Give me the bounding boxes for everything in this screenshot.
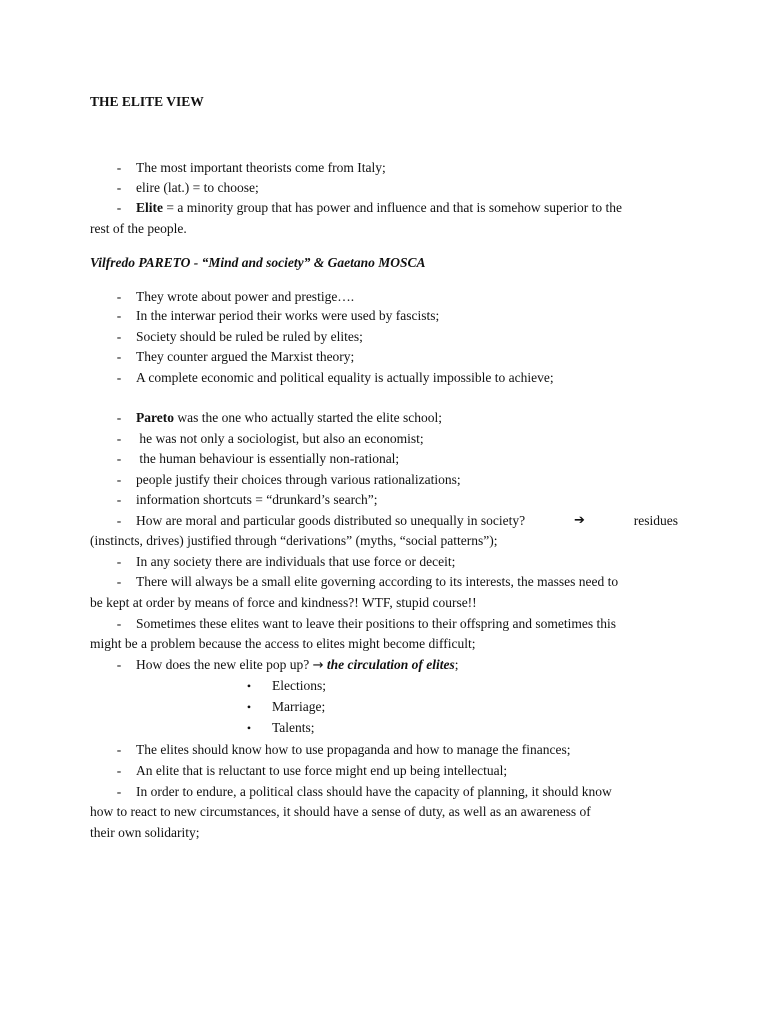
arrow-right-icon: ➔ bbox=[574, 513, 585, 528]
term-pareto: Pareto bbox=[136, 410, 174, 425]
list-item-continuation: their own solidarity; bbox=[90, 825, 200, 840]
dash-marker: - bbox=[116, 451, 122, 466]
list-item-continuation: be kept at order by means of force and kindness?! WTF, stupid course!! bbox=[90, 595, 477, 610]
list-item-text bbox=[136, 408, 442, 428]
sub-list-item-text: Talents; bbox=[272, 720, 315, 735]
list-item-text: The elites should know how to use propaganda and how to manage the finances; bbox=[136, 742, 571, 757]
question-text: How does the new elite pop up? bbox=[136, 657, 310, 672]
list-item-text: the human behaviour is essentially non-rational; bbox=[136, 451, 400, 466]
definition-text: = a minority group that has power and influence and that is somehow superior to the bbox=[163, 200, 623, 215]
dash-marker: - bbox=[116, 329, 122, 344]
bullet-marker: • bbox=[246, 721, 252, 735]
list-item-text: people justify their choices through various rationalizations; bbox=[136, 472, 461, 487]
list-item-text: They wrote about power and prestige…. bbox=[136, 289, 355, 304]
list-item-text bbox=[136, 511, 678, 531]
list-item-text: They counter argued the Marxist theory; bbox=[136, 349, 355, 364]
list-item-continuation: how to react to new circumstances, it should have a sense of duty, as well as an awareness of bbox=[90, 804, 591, 819]
list-item-text: information shortcuts = “drunkard’s search”; bbox=[136, 492, 378, 507]
residues-text: residues bbox=[633, 513, 678, 528]
list-item-text: In any society there are individuals that use force or deceit; bbox=[136, 554, 456, 569]
list-item-text: A complete economic and political equality is actually impossible to achieve; bbox=[136, 370, 554, 385]
list-item-text: he was not only a sociologist, but also an economist; bbox=[136, 431, 424, 446]
list-item-rest: was the one who actually started the elite school; bbox=[173, 410, 443, 425]
dash-marker: - bbox=[116, 289, 122, 304]
dash-marker: - bbox=[116, 200, 122, 215]
list-item-text: elire (lat.) = to choose; bbox=[136, 180, 259, 195]
dash-marker: - bbox=[116, 616, 122, 631]
dash-marker: - bbox=[116, 742, 122, 757]
list-item-text bbox=[136, 198, 622, 218]
dash-marker: - bbox=[116, 657, 122, 672]
question-text: How are moral and particular goods distributed so unequally in society? bbox=[136, 513, 526, 528]
dash-marker: - bbox=[116, 431, 122, 446]
list-item-text: An elite that is reluctant to use force might end up being intellectual; bbox=[136, 763, 508, 778]
bullet-marker: • bbox=[246, 679, 252, 693]
dash-marker: - bbox=[116, 784, 122, 799]
term-elite: Elite bbox=[136, 200, 163, 215]
document-title: THE ELITE VIEW bbox=[90, 94, 204, 109]
dash-marker: - bbox=[116, 554, 122, 569]
dash-marker: - bbox=[116, 472, 122, 487]
list-item-text: In order to endure, a political class should have the capacity of planning, it should know bbox=[136, 784, 612, 799]
dash-marker: - bbox=[116, 513, 122, 528]
sub-list-item-text: Elections; bbox=[272, 678, 326, 693]
sub-list-item-text: Marriage; bbox=[272, 699, 326, 714]
dash-marker: - bbox=[116, 180, 122, 195]
dash-marker: - bbox=[116, 308, 122, 323]
list-item-text: The most important theorists come from Italy; bbox=[136, 160, 386, 175]
section-heading: Vilfredo PARETO - “Mind and society” & Gaetano MOSCA bbox=[90, 255, 426, 270]
list-item-text: There will always be a small elite governing according to its interests, the masses need to bbox=[136, 574, 619, 589]
dash-marker: - bbox=[116, 492, 122, 507]
circulation-of-elites: the circulation of elites bbox=[326, 657, 455, 672]
list-item-text: Sometimes these elites want to leave their positions to their offspring and sometimes this bbox=[136, 616, 617, 631]
dash-marker: - bbox=[116, 410, 122, 425]
list-item-continuation: might be a problem because the access to elites might become difficult; bbox=[90, 636, 476, 651]
bullet-marker: • bbox=[246, 700, 252, 714]
list-item-text: Society should be ruled be ruled by elites; bbox=[136, 329, 363, 344]
list-item-text: In the interwar period their works were used by fascists; bbox=[136, 308, 440, 323]
dash-marker: - bbox=[116, 160, 122, 175]
list-item-continuation: (instincts, drives) justified through “derivations” (myths, “social patterns”); bbox=[90, 533, 498, 548]
dash-marker: - bbox=[116, 370, 122, 385]
list-item-continuation: rest of the people. bbox=[90, 221, 187, 236]
punctuation: ; bbox=[454, 657, 459, 672]
dash-marker: - bbox=[116, 763, 122, 778]
arrow-right-icon: → bbox=[312, 658, 324, 673]
dash-marker: - bbox=[116, 574, 122, 589]
dash-marker: - bbox=[116, 349, 122, 364]
list-item-text bbox=[136, 655, 459, 676]
